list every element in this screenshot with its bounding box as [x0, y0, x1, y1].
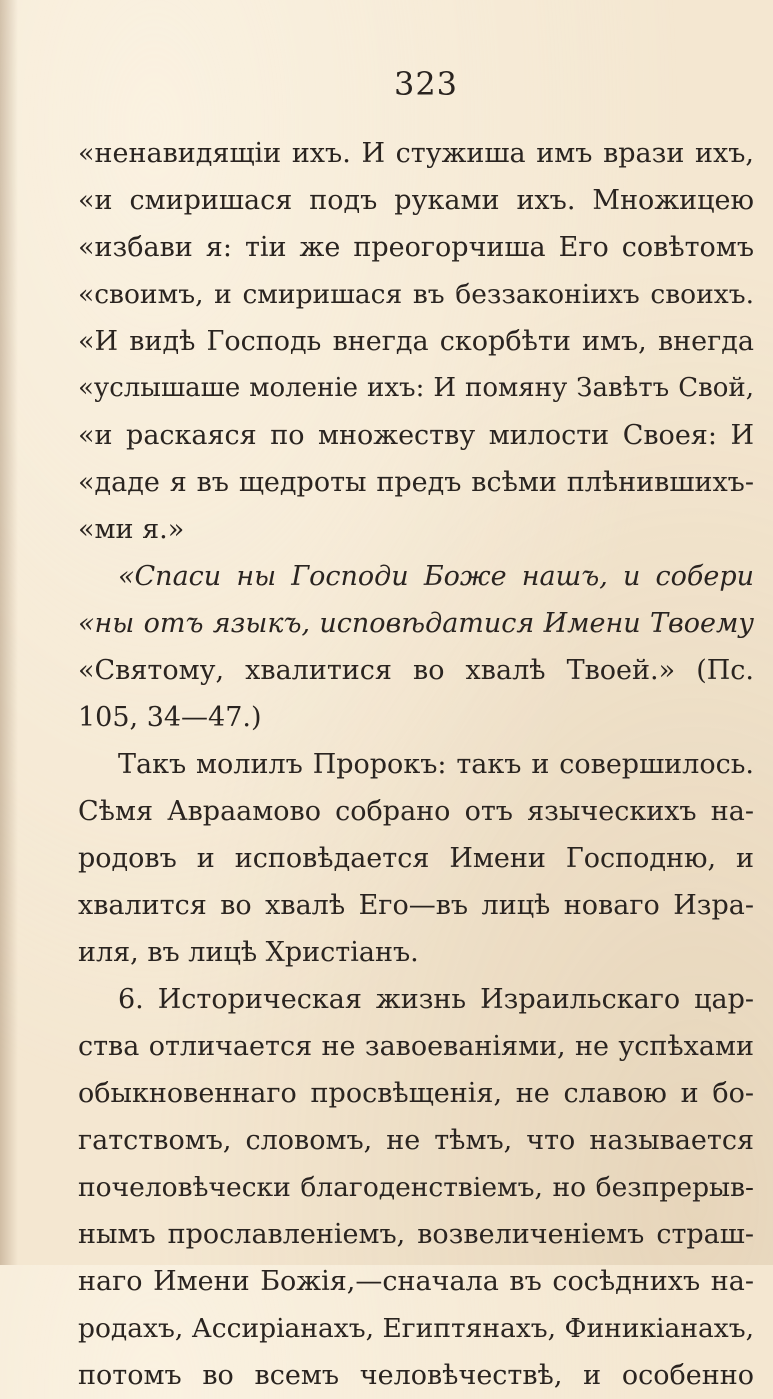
- text-line: 6. Историческая жизнь Израильскаго цар-: [118, 984, 754, 1015]
- text-line: родовъ и исповѣдается Имени Господню, и: [78, 843, 754, 874]
- text-line: обыкновеннаго просвѣщенія, не славою и бо-: [78, 1078, 754, 1109]
- text-line: Сѣмя Авраамово собрано отъ языческихъ на-: [78, 796, 754, 827]
- text-line: «и раскаяся по множеству милости Своея: И: [78, 420, 754, 451]
- text-line: нымъ прославленіемъ, возвеличеніемъ страш-: [78, 1219, 754, 1250]
- text-line: «Святому, хвалитися во хвалѣ Твоей.» (Пс.: [78, 655, 754, 686]
- text-line: «избави я: тіи же преогорчиша Его совѣтомъ: [78, 232, 754, 263]
- text-line: «Спаси ны Господи Боже нашъ, и собери: [118, 561, 754, 592]
- text-line: ства отличается не завоеваніями, не успѣхами: [78, 1031, 754, 1062]
- text-line: «ми я.»: [78, 514, 185, 545]
- text-line: родахъ, Ассиріанахъ, Египтянахъ, Финикіанахъ,: [78, 1313, 754, 1344]
- text-line: гатствомъ, словомъ, не тѣмъ, что называется: [78, 1125, 754, 1156]
- page-number: 323: [393, 65, 459, 103]
- text-line: «и смиришася подъ руками ихъ. Множицею: [78, 185, 754, 216]
- text-line: «даде я въ щедроты предъ всѣми плѣнившихъ-: [78, 467, 754, 498]
- text-line: почеловѣчески благоденствіемъ, но безпрерыв-: [78, 1172, 754, 1203]
- text-line: хвалится во хвалѣ Его—въ лицѣ новаго Изра-: [78, 890, 754, 921]
- text-line: иля, въ лицѣ Христіанъ.: [78, 937, 419, 968]
- text-line: потомъ во всемъ человѣчествѣ, и особенно: [78, 1360, 754, 1391]
- text-line: наго Имени Божія,—сначала въ сосѣднихъ на-: [78, 1266, 754, 1297]
- book-page: [78, 60, 754, 1399]
- page-binding-shadow: [0, 0, 18, 1265]
- text-line: «ненавидящіи ихъ. И стужиша имъ врази ихъ,: [78, 138, 754, 169]
- text-line: «своимъ, и смиришася въ беззаконіихъ своихъ.: [78, 279, 754, 310]
- text-line: 105, 34—47.): [78, 702, 262, 733]
- text-line: «услышаше моленіе ихъ: И помяну Завѣтъ Свой,: [78, 373, 754, 403]
- text-line: «И видѣ Господь внегда скорбѣти имъ, внегда: [78, 326, 754, 357]
- text-line: Такъ молилъ Пророкъ: такъ и совершилось.: [118, 749, 754, 780]
- text-line: «ны отъ языкъ, исповѣдатися Имени Твоему: [78, 608, 754, 639]
- page-text: [78, 130, 754, 1399]
